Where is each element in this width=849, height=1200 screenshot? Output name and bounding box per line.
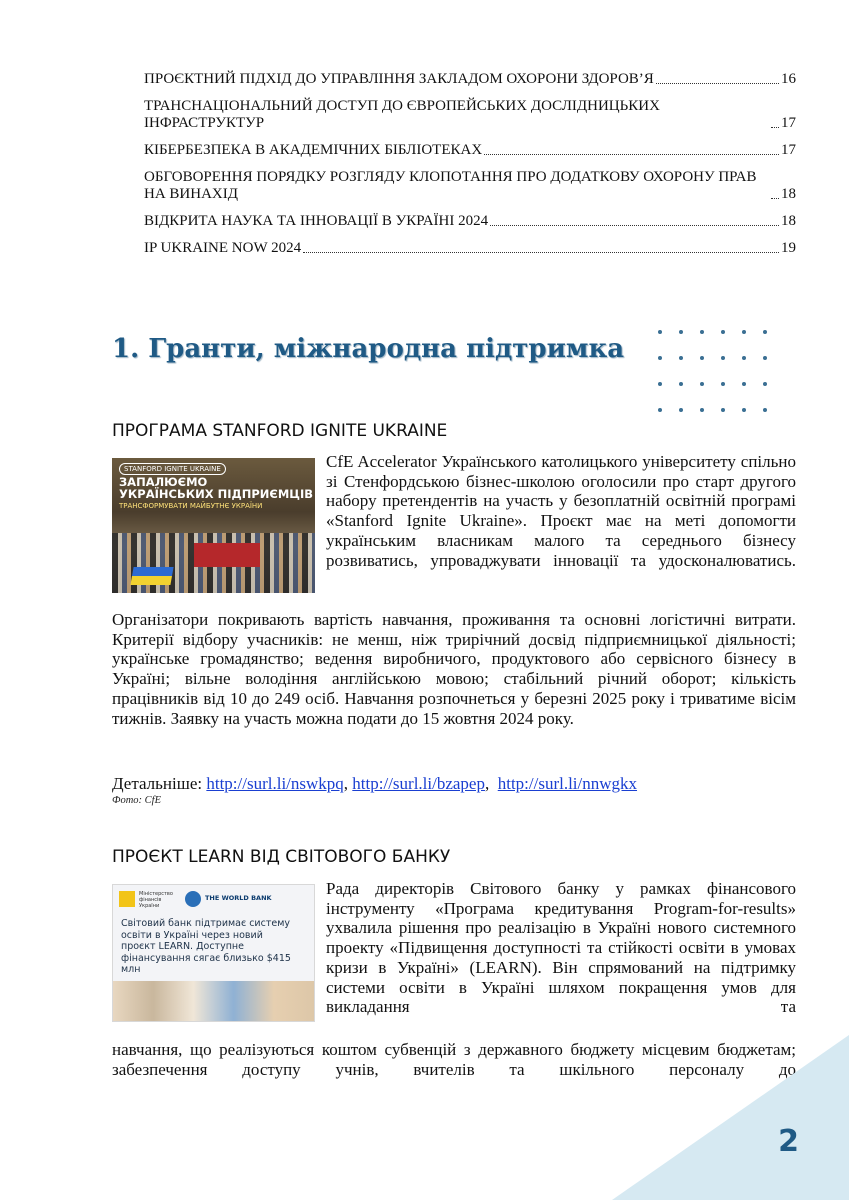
article1-paragraph-wrap: CfE Accelerator Українського католицького університету спільно зі Стенфордською бізнес-школою оголосили про старт другого набору претендентів на участь у безоплатній освітній програмі «Stanford Ignite Ukraine». Проєкт має на меті допомогти українським власникам малого та середнього бізнесу розвиватись, упроваджувати інновації та удосконалюватись.: [326, 452, 796, 570]
toc-item-title: ПРОЄКТНИЙ ПІДХІД ДО УПРАВЛІННЯ ЗАКЛАДОМ ОХОРОНИ ЗДОРОВ’Я: [144, 71, 654, 87]
more-links: Детальніше: http://surl.li/nswkpq, http://surl.li/bzapep, http://surl.li/nnwgkx: [112, 774, 638, 793]
dot-icon: [742, 330, 746, 334]
dot-icon: [721, 382, 725, 386]
dot-icon: [679, 330, 683, 334]
toc-item[interactable]: [144, 98, 796, 132]
toc-leader-dots: [303, 252, 779, 253]
toc-item-page: 16: [781, 71, 796, 87]
photo-subline: ТРАНСФОРМУВАТИ МАЙБУТНЄ УКРАЇНИ: [119, 502, 263, 510]
dot-icon: [700, 356, 704, 360]
more-label: Детальніше:: [112, 774, 207, 793]
dot-icon: [679, 356, 683, 360]
dot-icon: [700, 382, 704, 386]
world-bank-logo-icon: [185, 891, 201, 907]
dot-icon: [700, 408, 704, 412]
photo-headline-line1: ЗАПАЛЮЄМО: [119, 475, 208, 489]
toc-leader-dots: [490, 225, 779, 226]
learn-image-text: Світовий банк підтримає систему освіти в Україні через новий проєкт LEARN. Доступне фінансування сягає близько $415 млн: [121, 918, 291, 975]
ukraine-flag-icon: [130, 567, 173, 585]
toc-item-page: 17: [781, 115, 796, 131]
dot-icon: [679, 408, 683, 412]
dot-icon: [721, 330, 725, 334]
dot-icon: [763, 408, 767, 412]
link-2[interactable]: http://surl.li/bzapep: [352, 774, 485, 793]
article-title-learn: ПРОЄКТ LEARN ВІД СВІТОВОГО БАНКУ: [112, 847, 451, 867]
photo-banner: [194, 543, 260, 567]
photo-brand-label: STANFORD IGNITE UKRAINE: [119, 463, 226, 475]
dot-icon: [700, 330, 704, 334]
toc-item-title: ТРАНСНАЦІОНАЛЬНИЙ ДОСТУП ДО ЄВРОПЕЙСЬКИХ ДОСЛІДНИЦЬКИХ ІНФРАСТРУКТУР: [144, 98, 660, 131]
learn-project-image: [112, 884, 315, 1022]
decorative-dot-grid: [650, 322, 780, 422]
dot-icon: [742, 408, 746, 412]
toc-item-page: 19: [781, 240, 796, 256]
article1-paragraph-full: Організатори покривають вартість навчання, проживання та основні логістичні витрати. Критерії відбору учасників: не менш, ніж трирічний досвід підприємницької діяльності; українське громадянство; ведення виробничого, продуктового або сервісного бізнесу в Україні; вільне володіння англійською мовою; стабільний річний оборот; кількість працівників від 10 до 249 осіб. Навчання розпочнеться у березні 2025 року і триватиме вісім тижнів. Заявку на участь можна подати до 15 жовтня 2024 року.: [112, 610, 796, 728]
toc-item-title: КІБЕРБЕЗПЕКА В АКАДЕМІЧНИХ БІБЛІОТЕКАХ: [144, 142, 483, 158]
toc-item[interactable]: [144, 213, 796, 230]
toc-item[interactable]: [144, 169, 796, 203]
dot-icon: [763, 356, 767, 360]
section-heading: 1. Гранти, міжнародна підтримка: [112, 334, 625, 364]
dot-icon: [742, 356, 746, 360]
toc-item-page: 17: [781, 142, 796, 158]
toc-item-title: ОБГОВОРЕННЯ ПОРЯДКУ РОЗГЛЯДУ КЛОПОТАННЯ ПРО ДОДАТКОВУ ОХОРОНУ ПРАВ НА ВИНАХІД: [144, 169, 757, 202]
toc-leader-dots: [656, 83, 779, 84]
dot-icon: [763, 330, 767, 334]
ministry-logo-text: Міністерство фінансів України: [139, 891, 173, 909]
table-of-contents: [144, 71, 796, 267]
toc-item[interactable]: [144, 71, 796, 88]
dot-icon: [763, 382, 767, 386]
article-title-stanford: ПРОГРАМА STANFORD IGNITE UKRAINE: [112, 421, 448, 441]
dot-icon: [658, 382, 662, 386]
dot-icon: [658, 330, 662, 334]
toc-leader-dots: [484, 154, 779, 155]
photo-caption: Фото: CfE: [112, 795, 161, 806]
link-1[interactable]: http://surl.li/nswkpq: [206, 774, 344, 793]
toc-item-title: IP UKRAINE NOW 2024: [144, 240, 302, 256]
dot-icon: [658, 356, 662, 360]
toc-item-page: 18: [781, 186, 796, 202]
dot-icon: [721, 408, 725, 412]
world-bank-logo-text: THE WORLD BANK: [205, 894, 272, 902]
classroom-photo: [113, 981, 314, 1021]
link-3[interactable]: http://surl.li/nnwgkx: [497, 774, 638, 793]
toc-item[interactable]: [144, 240, 796, 257]
toc-item-page: 18: [781, 213, 796, 229]
photo-headline: [119, 476, 313, 500]
photo-headline-line2: УКРАЇНСЬКИХ ПІДПРИЄМЦІВ: [119, 487, 314, 501]
dot-icon: [721, 356, 725, 360]
toc-leader-dots: [771, 198, 779, 199]
toc-leader-dots: [771, 127, 779, 128]
dot-icon: [742, 382, 746, 386]
ministry-logo-icon: [119, 891, 135, 907]
stanford-ignite-photo: [112, 458, 315, 593]
toc-item[interactable]: [144, 142, 796, 159]
toc-item-title: ВІДКРИТА НАУКА ТА ІННОВАЦІЇ В УКРАЇНІ 2024: [144, 213, 489, 229]
dot-icon: [658, 408, 662, 412]
article2-paragraph-wrap: Рада директорів Світового банку у рамках фінансового інструменту «Програма кредитування Program-for-results» ухвалила рішення про реалізацію в Україні нового системного проекту «Підвищення доступності та стійкості освіти в умовах кризи в Україні» (LEARN). Він спрямований на підтримку системи освіти в Україні шляхом покращення умов для викладання та: [326, 879, 796, 1017]
article2-paragraph-full: навчання, що реалізуються коштом субвенцій з державного бюджету місцевим бюджетам; забезпечення доступу учнів, вчителів та шкільного персоналу до: [112, 1040, 796, 1079]
dot-icon: [679, 382, 683, 386]
page-number: 2: [778, 1124, 799, 1159]
